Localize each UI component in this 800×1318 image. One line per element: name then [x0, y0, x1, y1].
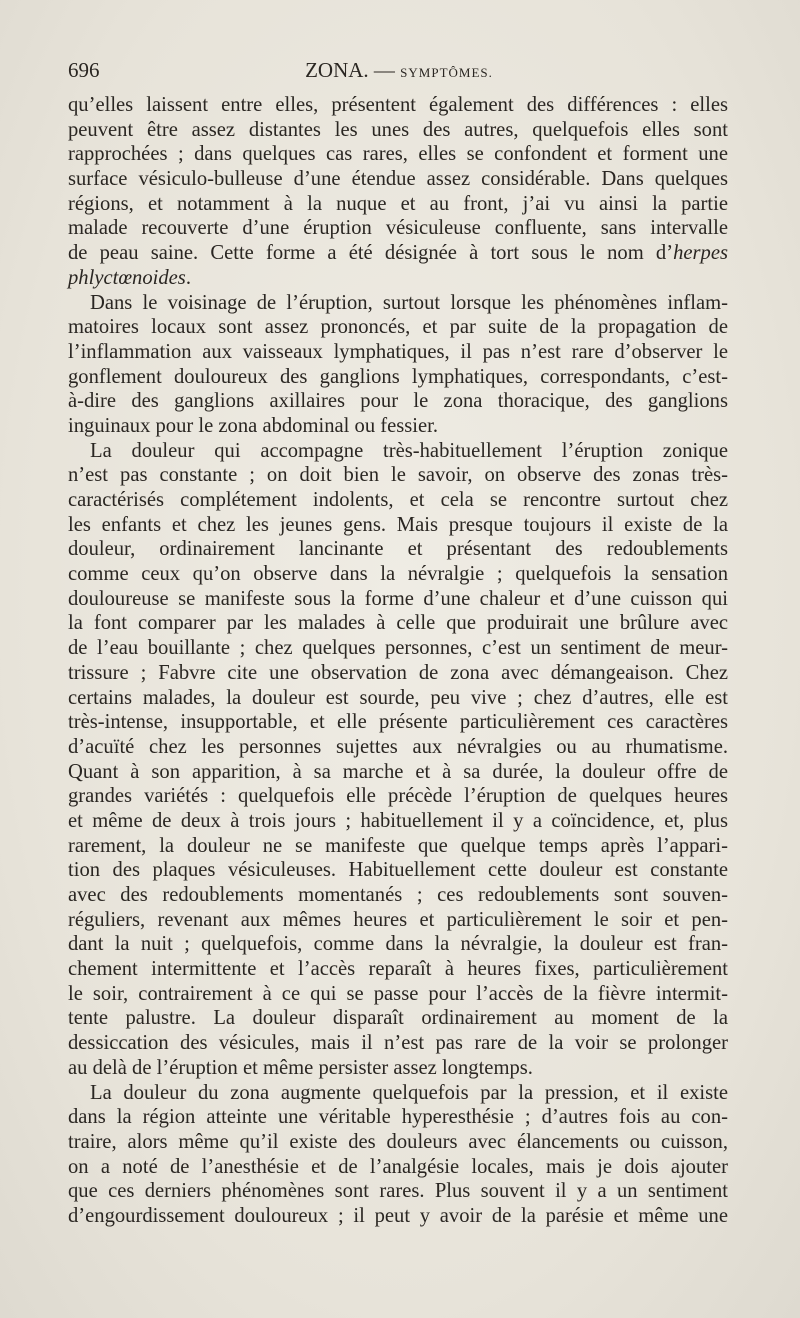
line-text: très-intense, insupportable, et elle présente particulièrement ces caractères: [68, 711, 728, 734]
body-text: [68, 93, 728, 1229]
text-line: [68, 463, 728, 488]
text-line: [68, 636, 728, 661]
text-line: [68, 365, 728, 390]
line-text: dans la région atteinte une véritable hyperesthésie ; d’autres fois au con-: [68, 1106, 728, 1129]
line-text: réguliers, revenant aux mêmes heures et particulièrement le soir et pen-: [68, 908, 728, 931]
text-line: [68, 710, 728, 735]
line-text: avec des redoublements momentanés ; ces redoublements sont souven-: [68, 884, 728, 906]
line-text: surface vésiculo-bulleuse d’une étendue assez considérable. Dans quelques: [68, 168, 728, 191]
text-line: [68, 488, 728, 513]
text-line: [68, 315, 728, 340]
line-text: malade recouverte d’une éruption vésiculeuse confluente, sans intervalle: [68, 217, 728, 240]
line-text: rarement, la douleur ne se manifeste que quelque temps après l’appari-: [68, 834, 728, 857]
text-line: [68, 686, 728, 711]
text-line: [68, 908, 728, 933]
text-line: [68, 414, 728, 439]
running-title: [68, 58, 730, 83]
text-line: [68, 834, 728, 859]
line-text: de peau saine. Cette forme a été désignée à tort sous le nom d’: [68, 242, 674, 265]
line-text: au delà de l’éruption et même persister assez longtemps.: [68, 1056, 533, 1079]
text-line: [68, 513, 728, 538]
line-text: douleur, ordinairement lancinante et présentant des redoublements: [68, 538, 728, 561]
text-line: [68, 760, 728, 785]
line-text: traire, alors même qu’il existe des douleurs avec élancements ou cuisson,: [68, 1130, 728, 1153]
page-number: 696: [68, 58, 100, 82]
text-line: [68, 858, 728, 883]
line-text: grandes variétés : quelquefois elle précède l’éruption de quelques heures: [68, 785, 728, 808]
text-line: [68, 389, 728, 414]
line-text: douloureuse se manifeste sous la forme d’une chaleur et d’une cuisson qui: [68, 587, 728, 610]
text-line: [68, 192, 728, 217]
text-line: [68, 340, 728, 365]
line-text: d’engourdissement douloureux ; il peut y avoir de la parésie et même une: [68, 1204, 728, 1227]
text-line: [68, 241, 728, 266]
line-text: dessiccation des vésicules, mais il n’est pas rare de la voir se prolonger: [68, 1032, 728, 1055]
line-text: inguinaux pour le zona abdominal ou fessier.: [68, 414, 439, 437]
line-text: certains malades, la douleur est sourde, peu vive ; chez d’autres, elle est: [68, 686, 728, 709]
line-text: à-dire des ganglions axillaires pour le zona thoracique, des ganglions: [68, 390, 728, 413]
text-line: [68, 439, 728, 464]
line-text: matoires locaux sont assez prononcés, et par suite de la propagation de: [68, 316, 728, 339]
line-text: d’acuïté chez les personnes sujettes aux névralgies ou au rhumatisme.: [68, 735, 728, 758]
line-text: dant la nuit ; quelquefois, comme dans la névralgie, la douleur est fran-: [68, 933, 728, 956]
line-text: tion des plaques vésiculeuses. Habituellement cette douleur est constante: [68, 859, 728, 882]
text-line: [68, 982, 728, 1007]
line-text: régions, et notamment à la nuque et au front, j’ai vu ainsi la partie: [68, 192, 728, 215]
text-line: [68, 562, 728, 587]
line-text-after: .: [185, 266, 191, 289]
line-text: rapprochées ; dans quelques cas rares, elles se confondent et forment une: [68, 143, 728, 166]
text-line: [68, 1031, 728, 1056]
text-line: [68, 883, 728, 908]
text-line: [68, 1105, 728, 1130]
text-line: [68, 1056, 728, 1081]
text-line: [68, 957, 728, 982]
line-text: La douleur qui accompagne très-habituellement l’éruption zonique: [90, 439, 728, 462]
line-text: caractérisés complétement indolents, et cela se rencontre surtout chez: [68, 489, 728, 511]
text-line: [68, 1204, 728, 1229]
text-line: [68, 537, 728, 562]
italic-term: herpes: [673, 242, 728, 265]
line-text: la font comparer par les malades à celle que produirait une brûlure avec: [68, 612, 728, 635]
text-line: [68, 266, 728, 291]
text-line: [68, 1155, 728, 1180]
title-dash: —: [368, 58, 401, 82]
text-line: [68, 784, 728, 809]
text-line: [68, 735, 728, 760]
text-line: [68, 93, 728, 118]
text-line: [68, 167, 728, 192]
text-line: [68, 1081, 728, 1106]
text-line: [68, 1006, 728, 1031]
line-text: qu’elles laissent entre elles, présentent également des différences : elles: [68, 94, 728, 116]
text-line: [68, 1130, 728, 1155]
text-line: [68, 587, 728, 612]
line-text: n’est pas constante ; on doit bien le savoir, on observe des zonas très-: [68, 464, 728, 487]
chapter-title: ZONA.: [305, 58, 369, 82]
text-line: [68, 809, 728, 834]
line-text: comme ceux qu’on observe dans la névralgie ; quelquefois la sensation: [68, 563, 728, 586]
text-line: [68, 661, 728, 686]
line-text: et même de deux à trois jours ; habituellement il y a coïncidence, et, plus: [68, 809, 728, 832]
line-text: peuvent être assez distantes les unes des autres, quelquefois elles sont: [68, 118, 728, 141]
line-text: les enfants et chez les jeunes gens. Mais presque toujours il existe de la: [68, 513, 728, 536]
text-line: [68, 932, 728, 957]
line-text: La douleur du zona augmente quelquefois par la pression, et il existe: [90, 1081, 728, 1104]
line-text: tente palustre. La douleur disparaît ordinairement au moment de la: [68, 1007, 728, 1030]
text-line: [68, 216, 728, 241]
line-text: l’inflammation aux vaisseaux lymphatiques, il pas n’est rare d’observer le: [68, 340, 728, 363]
italic-term: phlyctœnoides: [68, 266, 186, 289]
text-line: [68, 1179, 728, 1204]
line-text: Quant à son apparition, à sa marche et à sa durée, la douleur offre de: [68, 760, 728, 783]
text-line: [68, 611, 728, 636]
line-text: le soir, contrairement à ce qui se passe pour l’accès de la fièvre intermit-: [68, 982, 728, 1005]
line-text: trissure ; Fabvre cite une observation de zona avec démangeaison. Chez: [68, 661, 728, 684]
text-line: [68, 142, 728, 167]
running-header: [68, 58, 730, 88]
line-text: on a noté de l’anesthésie et de l’analgésie locales, mais je dois ajouter: [68, 1155, 728, 1178]
line-text: Dans le voisinage de l’éruption, surtout lorsque les phénomènes inflam-: [90, 291, 728, 314]
line-text: de l’eau bouillante ; chez quelques personnes, c’est un sentiment de meur-: [68, 637, 728, 660]
line-text: chement intermittente et l’accès reparaît à heures fixes, particulièrement: [68, 958, 728, 981]
line-text: gonflement douloureux des ganglions lymphatiques, correspondants, c’est-: [68, 365, 728, 388]
text-line: [68, 291, 728, 316]
text-line: [68, 118, 728, 143]
line-text: que ces derniers phénomènes sont rares. Plus souvent il y a un sentiment: [68, 1180, 728, 1203]
section-title: SYMPTÔMES.: [400, 65, 493, 80]
